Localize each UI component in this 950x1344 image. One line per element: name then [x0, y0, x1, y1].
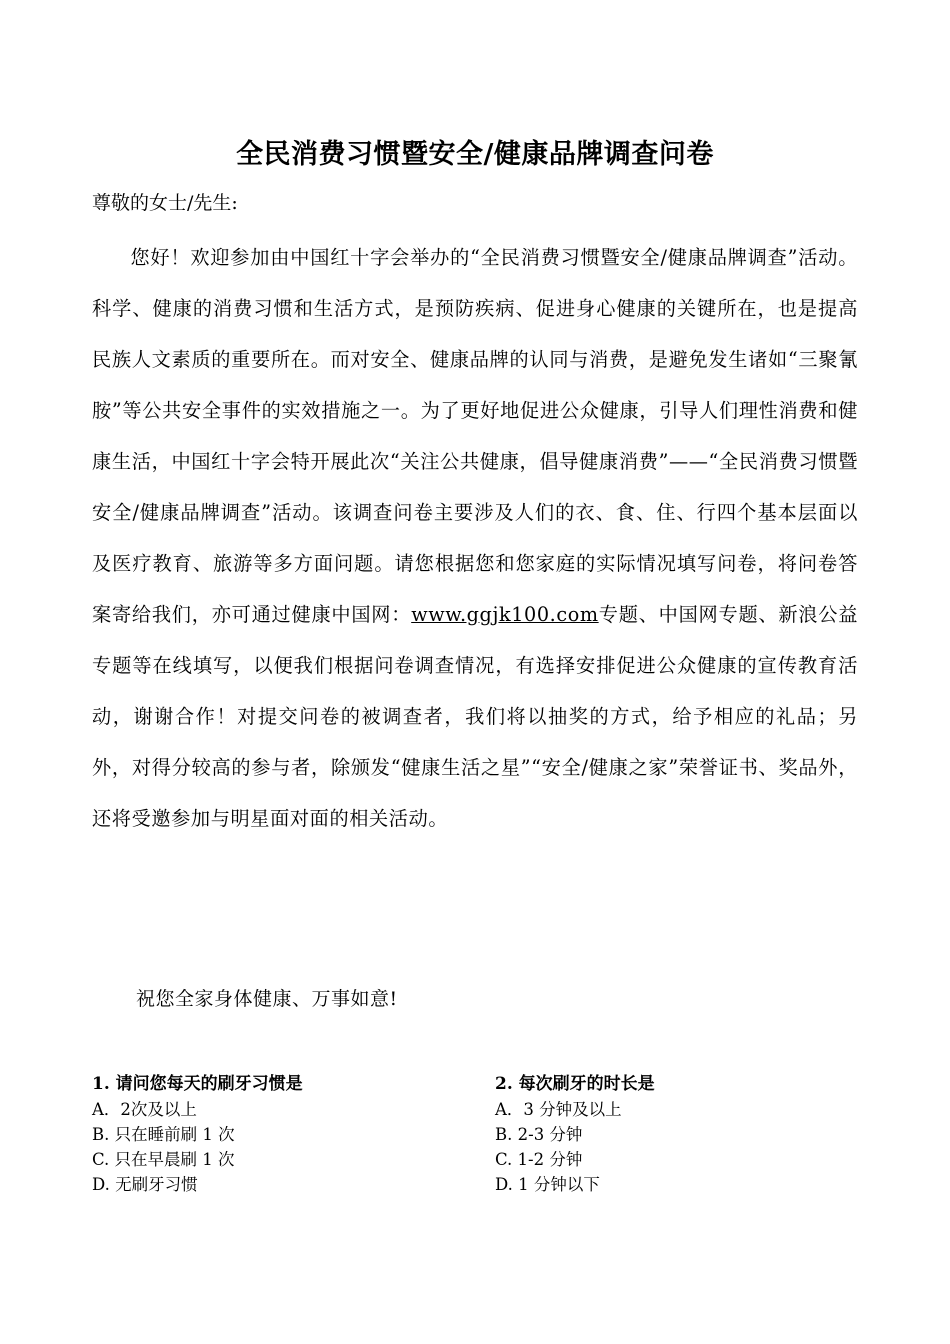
closing-wishes: 祝您全家身体健康、万事如意!: [136, 988, 398, 1010]
option-b[interactable]: B. 2-3 分钟: [495, 1125, 583, 1144]
option-d[interactable]: D. 无刷牙习惯: [92, 1175, 198, 1194]
intro-paragraph: [92, 232, 858, 844]
document-title: 全民消费习惯暨安全/健康品牌调查问卷: [236, 139, 714, 170]
intro-text-part2: 专题、中国网专题、新浪公益专题等在线填写，以便我们根据问卷调查情况，有选择安排促进公众健康的宣传教育活动，谢谢合作！对提交问卷的被调查者，我们将以抽奖的方式，给予相应的礼品；另外，对得分较高的参与者，除颁发“健康生活之星”“安全/健康之家”荣誉证书、奖品外，还将受邀参加与明星面对面的相关活动。: [92, 603, 858, 830]
option-d[interactable]: D. 1 分钟以下: [495, 1175, 600, 1194]
salutation: 尊敬的女士/先生:: [92, 192, 238, 214]
option-b[interactable]: B. 只在睡前刷 1 次: [92, 1125, 235, 1144]
intro-text-part1: 您好！欢迎参加由中国红十字会举办的“全民消费习惯暨安全/健康品牌调查”活动。科学、健康的消费习惯和生活方式，是预防疾病、促进身心健康的关键所在，也是提高民族人文素质的重要所在。而对安全、健康品牌的认同与消费，是避免发生诸如“三聚氰胺”等公共安全事件的实效措施之一。为了更好地促进公众健康，引导人们理性消费和健康生活，中国红十字会特开展此次“关注公共健康，倡导健康消费”——“全民消费习惯暨安全/健康品牌调查”活动。该调查问卷主要涉及人们的衣、食、住、行四个基本层面以及医疗教育、旅游等多方面问题。请您根据您和您家庭的实际情况填写问卷，将问卷答案寄给我们，亦可通过健康中国网：: [92, 246, 858, 626]
question-2: [495, 1072, 875, 1197]
option-c[interactable]: C. 只在早晨刷 1 次: [92, 1150, 235, 1169]
option-a[interactable]: A．2次及以上: [92, 1100, 197, 1119]
option-a[interactable]: A．3 分钟及以上: [495, 1100, 622, 1119]
question-title: 2. 每次刷牙的时长是: [495, 1074, 655, 1094]
question-1: [92, 1072, 472, 1197]
website-link[interactable]: www.ggjk100.com: [411, 603, 599, 626]
question-title: 1. 请问您每天的刷牙习惯是: [92, 1074, 303, 1094]
option-c[interactable]: C. 1-2 分钟: [495, 1150, 583, 1169]
